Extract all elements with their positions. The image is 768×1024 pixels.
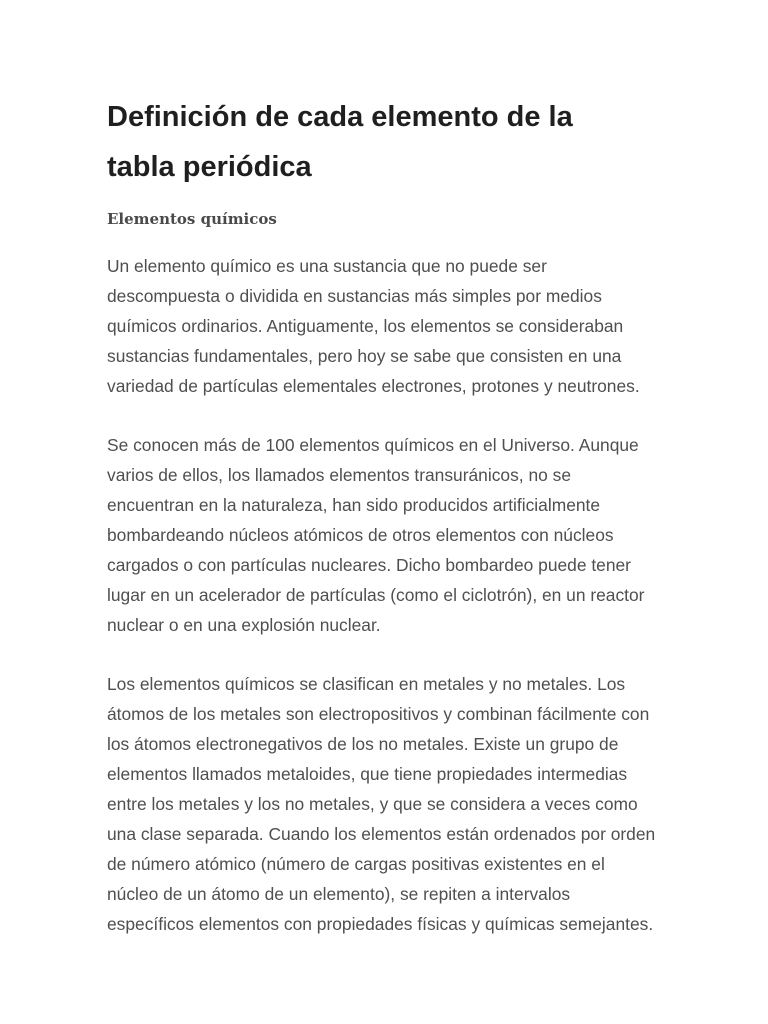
paragraph-line: Se conocen más de 100 elementos químicos en el Universo. Aunque [107,435,639,455]
paragraph-line: variedad de partículas elementales electrones, protones y neutrones. [107,376,640,396]
paragraph-line: encuentran en la naturaleza, han sido producidos artificialmente [107,495,601,515]
paragraph-line: nuclear o en una explosión nuclear. [107,615,381,635]
paragraph-line: lugar en un acelerador de partículas (como el ciclotrón), en un reactor [107,585,645,605]
paragraph-line: bombardeando núcleos atómicos de otros elementos con núcleos [107,525,614,545]
paragraph-line: elementos llamados metaloides, que tiene propiedades intermedias [107,764,628,784]
paragraph-line: átomos de los metales son electropositivos y combinan fácilmente con [107,704,650,724]
paragraph-line: entre los metales y los no metales, y que se considera a veces como [107,794,638,814]
paragraph-line: los átomos electronegativos de los no metales. Existe un grupo de [107,734,619,754]
paragraph-line: cargados o con partículas nucleares. Dicho bombardeo puede tener [107,555,631,575]
paragraph-2 [107,430,667,640]
article [107,92,667,939]
page-title-line-1: Definición de cada elemento de la [107,101,573,133]
page-title-line-2: tabla periódica [107,151,312,183]
paragraph-line: Los elementos químicos se clasifican en metales y no metales. Los [107,674,626,694]
paragraph-line: de número atómico (número de cargas positivas existentes en el [107,854,605,874]
paragraph-line: núcleo de un átomo de un elemento), se repiten a intervalos [107,884,571,904]
page-title [107,92,667,192]
paragraph-line: una clase separada. Cuando los elementos están ordenados por orden [107,824,656,844]
page-subtitle: Elementos químicos [107,210,277,228]
paragraph-1 [107,251,667,401]
paragraph-line: varios de ellos, los llamados elementos transuránicos, no se [107,465,571,485]
paragraph-line: específicos elementos con propiedades físicas y químicas semejantes. [107,914,654,934]
paragraph-line: descompuesta o dividida en sustancias más simples por medios [107,286,602,306]
paragraph-line: sustancias fundamentales, pero hoy se sabe que consisten en una [107,346,622,366]
paragraph-line: químicos ordinarios. Antiguamente, los elementos se consideraban [107,316,624,336]
paragraph-line: Un elemento químico es una sustancia que no puede ser [107,256,547,276]
paragraph-3 [107,669,667,939]
